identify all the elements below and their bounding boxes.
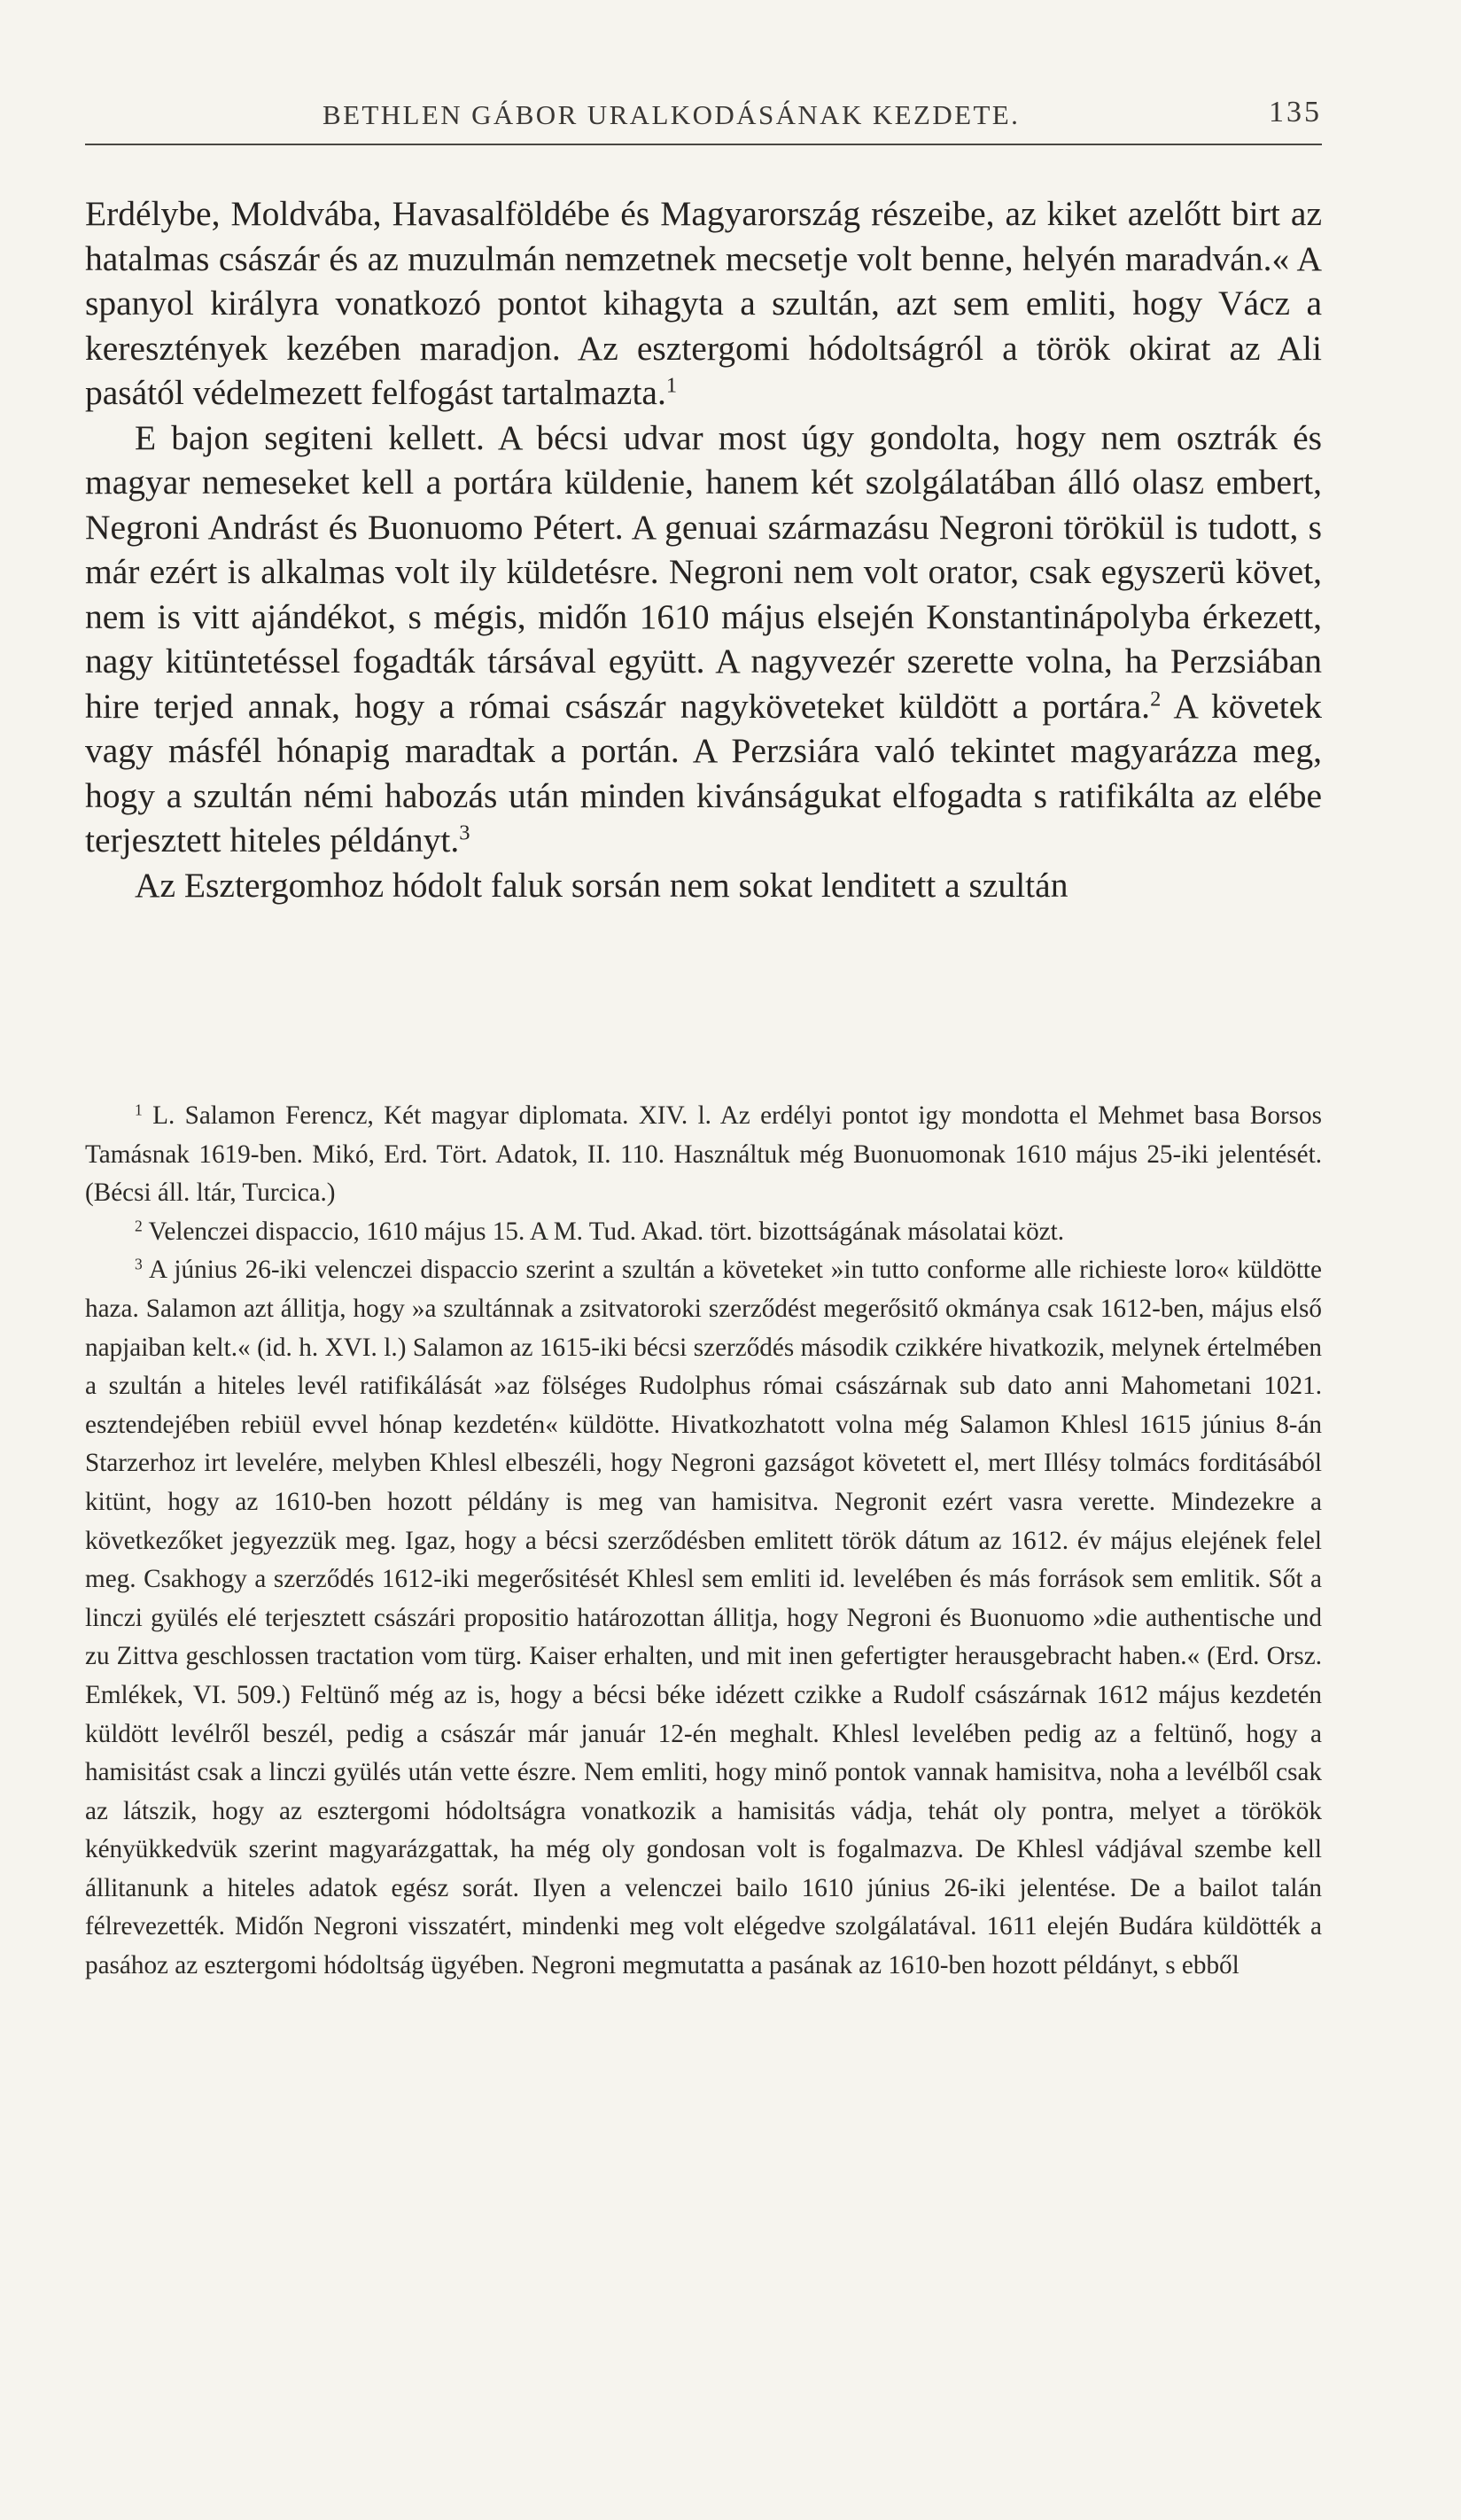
footnote-ref-3: 3 [459, 821, 470, 845]
footnote-2 [85, 1213, 1322, 1252]
footnote-3-mark: 3 [135, 1255, 143, 1273]
footnote-1 [85, 1097, 1322, 1213]
paragraph-3-text: Az Esztergomhoz hódolt faluk sorsán nem sokat lenditett a szultán [135, 865, 1069, 905]
footnote-ref-1: 1 [665, 373, 678, 398]
footnote-3 [85, 1251, 1322, 1985]
paragraph-2-text-b: A követek vagy másfél hónapig maradtak a portán. A Perzsiára való tekintet magyarázza meg, hogy a szultán némi habozás után minden kivánságukat elfogadta s ratifikálta az elébe terjesztett hiteles példányt. [85, 686, 1322, 859]
footnotes [85, 1097, 1322, 1986]
footnote-1-mark: 1 [135, 1101, 143, 1119]
running-header [85, 90, 1322, 145]
paragraph-2-text-a: E bajon segiteni kellett. A bécsi udvar most úgy gondolta, hogy nem osztrák és magyar nemeseket kell a portára küldenie, hanem két szolgálatában álló olasz embert, Negroni Andrást és Buonuomo Pétert. A genuai származásu Negroni törökül is tudott, s már ezért is alkalmas volt ily küldetésre. Negroni nem volt orator, csak egyszerü követ, nem is vitt ajándékot, s mégis, midőn 1610 május elsején Konstantinápolyba érkezett, nagy kitüntetéssel fogadták társával együtt. A nagyvezér szerette volna, ha Perzsiában hire terjed annak, hogy a római császár nagyköveteket küldött a portára. [85, 417, 1322, 726]
page-number: 135 [1269, 96, 1322, 128]
running-title: BETHLEN GÁBOR URALKODÁSÁNAK KEZDETE. [323, 99, 1021, 130]
footnote-2-text: Velenczei dispaccio, 1610 május 15. A M. Tud. Akad. tört. bizottságának másolatai közt. [142, 1217, 1065, 1246]
footnote-1-text: L. Salamon Ferencz, Két magyar diplomata. XIV. l. Az erdélyi pontot igy mondotta el Mehmet basa Borsos Tamásnak 1619-ben. Mikó, Erd. Tört. Adatok, II. 110. Használtuk még Buonuomonak 1610 május 25-iki jelentését. (Bécsi áll. ltár, Turcica.) [85, 1101, 1322, 1208]
main-text [85, 191, 1322, 907]
paragraph-1-text: Erdélybe, Moldvába, Havasalföldébe és Magyarország részeibe, az kiket azelőtt birt az hatalmas császár és az muzulmán nemzetnek mecsetje volt benne, helyén maradván.« A spanyol királyra vonatkozó pontot kihagyta a szultán, azt sem emliti, hogy Vácz a keresztények kezében maradjon. Az esztergomi hódoltságról a török okirat az Ali pasától védelmezett felfogást tartalmazta. [85, 194, 1322, 412]
paragraph-2 [85, 416, 1322, 863]
footnote-2-mark: 2 [135, 1217, 143, 1235]
footnote-3-text: A június 26-iki velenczei dispaccio szerint a szultán a követeket »in tutto conforme alle richieste loro« küldötte haza. Salamon azt állitja, hogy »a szultánnak a zsitvatoroki szerződést megerősitő okmánya csak 1612-ben, május első napjaiban kelt.« (id. h. XVI. l.) Salamon az 1615-iki bécsi szerződés második czikkére hivatkozik, melynek értelmében a szultán a hiteles levél ratifikálását »az fölséges Rudolphus római császárnak sub dato anni Mahometani 1021. esztendejében rebiül evvel hónap kezdetén« küldötte. Hivatkozhatott volna még Salamon Khlesl 1615 június 8-án Starzerhoz irt levelére, melyben Khlesl elbeszéli, hogy Negroni gazságot követett el, mert Illésy tolmács forditásából kitünt, hogy az 1610-ben hozott példány is meg van hamisitva. Negronit ezért vasra verette. Mindezekre a következőket jegyezzük meg. Igaz, hogy a bécsi szerződésben emlitett török dátum az 1612. év május elejének felel meg. Csakhogy a szerződés 1612-iki megerősitését Khlesl sem emliti id. levelében és más források sem emlitik. Sőt a linczi gyülés elé terjesztett császári propositio határozottan állitja, hogy Negroni és Buonuomo »die authentische und zu Zittva geschlossen tractation vom türg. Kaiser erhalten, und mit inen gefertigter herausgebracht haben.« (Erd. Orsz. Emlékek, VI. 509.) Feltünő még az is, hogy a bécsi béke idézett czikke a Rudolf császárnak 1612 május kezdetén küldött levélről beszél, pedig a császár már január 12-én meghalt. Khlesl levelében pedig az a feltünő, hogy a hamisitást csak a linczi gyülés után vette észre. Nem emliti, hogy minő pontok vannak hamisitva, noha a levélből csak az látszik, hogy az esztergomi hódoltságra vonatkozik a hamisitás vádja, tehát oly pontra, melyet a törökök kényükkedvük szerint magyarázgattak, ha még oly gondosan volt is fogalmazva. De Khlesl vádjával szembe kell állitanunk a hiteles adatok egész sorát. Ilyen a velenczei bailo 1610 június 26-iki jelentése. De a bailot talán félrevezették. Midőn Negroni visszatért, mindenki meg volt elégedve szolgálatával. 1611 elején Budára küldötték a pasához az esztergomi hódoltság ügyében. Negroni megmutatta a pasának az 1610-ben hozott példányt, s ebből [85, 1256, 1322, 1980]
paragraph-3 [85, 863, 1322, 908]
footnote-ref-2: 2 [1150, 687, 1162, 712]
paragraph-1 [85, 191, 1322, 416]
